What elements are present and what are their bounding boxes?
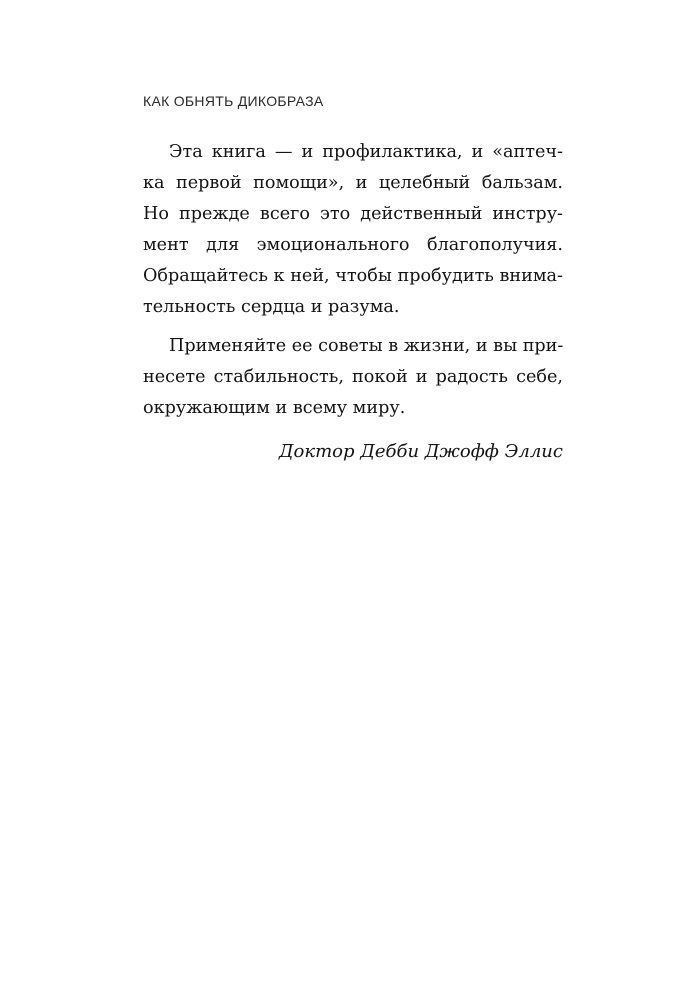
- paragraph-line: несете стабильность, покой и радость себе,: [143, 367, 563, 387]
- paragraph-line: ка первой помощи», и целебный бальзам.: [143, 173, 563, 193]
- paragraph-line: окружающим и всему миру.: [143, 398, 406, 418]
- paragraph-line: тельность сердца и разума.: [143, 297, 400, 317]
- paragraph-line: мент для эмоционального благополучия.: [143, 235, 563, 255]
- running-header: КАК ОБНЯТЬ ДИКОБРАЗА: [143, 93, 324, 109]
- paragraph-2: [143, 331, 563, 424]
- paragraph-line: Но прежде всего это действенный инстру-: [143, 204, 563, 224]
- paragraph-1: [143, 137, 563, 323]
- paragraph-line: Обращайтесь к ней, чтобы пробудить внима-: [143, 266, 563, 286]
- paragraph-line: Эта книга — и профилактика, и «аптеч-: [169, 142, 563, 162]
- author-signature: Доктор Дебби Джофф Эллис: [278, 441, 563, 462]
- paragraph-line: Применяйте ее советы в жизни, и вы при-: [169, 336, 564, 356]
